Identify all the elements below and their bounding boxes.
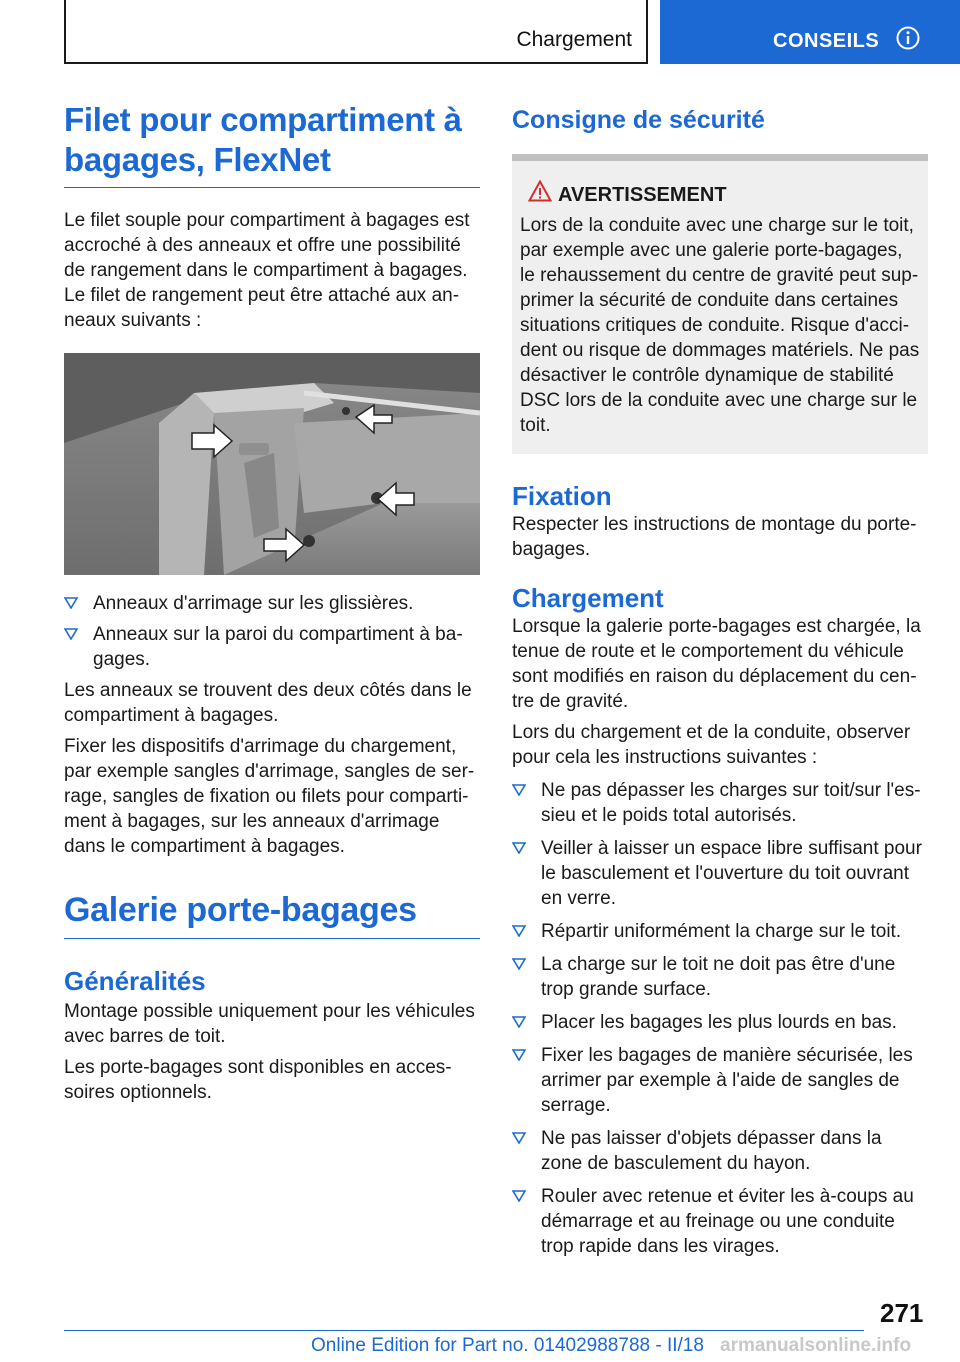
bullet-triangle-icon [512, 1049, 526, 1061]
list-item: Veiller à laisser un espace libre suffisant pour le basculement et l'ouverture du toit ouvrant en verre. [512, 836, 928, 911]
bullet-triangle-icon [512, 842, 526, 854]
list-item: Répartir uniformément la charge sur le toit. [512, 919, 928, 944]
bullet-triangle-icon [64, 628, 78, 640]
subsection-title-loading: Chargement [512, 583, 664, 613]
list-item: Fixer les bagages de manière sécurisée, les arrimer par exemple à l'aide de sangles de serrage. [512, 1043, 928, 1118]
header-tab-conseils[interactable] [660, 0, 960, 64]
list-item: Rouler avec retenue et éviter les à-coups au démarrage et au freinage ou une conduite trop rapide dans les virages. [512, 1184, 928, 1259]
warning-text: Lors de la conduite avec une charge sur le toit, par exemple avec une galerie porte-bagages, le rehaussement du centre de gravité peut sup-primer la sécurité de conduite dans certaines situations critiques de conduite. Risque d'acci-dent ou risque de dommages matériels. Ne pas désactiver le contrôle dynamique de stabilité DSC lors de la conduite avec une charge sur le toit. [520, 215, 920, 436]
general-text-2: Les porte-bagages sont disponibles en acces-soires optionnels. [64, 1057, 452, 1103]
section-title-roof-rack: Galerie porte-bagages [64, 887, 480, 939]
list-item: Placer les bagages les plus lourds en bas. [512, 1010, 928, 1035]
loading-text-1: Lorsque la galerie porte-bagages est chargée, la tenue de route et le comportement du véhicule sont modifiés en raison du déplacement du cen-tre de gravité. [512, 616, 921, 712]
list-item: Ne pas laisser d'objets dépasser dans la zone de basculement du hayon. [512, 1126, 928, 1176]
fixing-instructions-text: Fixer les dispositifs d'arrimage du chargement, par exemple sangles d'arrimage, sangles de ser-rage, sangles de fixation ou filets pour comparti-ment à bagages, sur les anneaux d'arrimage dans le compartiment à bagages. [64, 736, 475, 857]
loading-bullet-list [512, 778, 928, 1259]
left-column [64, 100, 480, 1105]
bullet-triangle-icon [64, 597, 78, 609]
watermark-site: armanualsonline.info [720, 1335, 912, 1356]
warning-title: AVERTISSEMENT [520, 183, 920, 207]
loading-text-2: Lors du chargement et de la conduite, observer pour cela les instructions suivantes : [512, 722, 911, 768]
bullet-triangle-icon [512, 1190, 526, 1202]
right-column [512, 100, 928, 1259]
bullet-triangle-icon [512, 1132, 526, 1144]
header-frame [64, 0, 648, 64]
header-section-title: Chargement [516, 28, 632, 51]
bullet-triangle-icon [512, 958, 526, 970]
warning-box [512, 154, 928, 454]
trunk-photo [64, 353, 480, 575]
flexnet-intro: Le filet souple pour compartiment à bagages est accroché à des anneaux et offre une possibilité de rangement dans le compartiment à bagages. Le filet de rangement peut être attaché aux an-neaux suivants : [64, 210, 470, 331]
footer-edition-text: Online Edition for Part no. 01402988788 - II/18 [311, 1335, 704, 1356]
general-text-1: Montage possible uniquement pour les véhicules avec barres de toit. [64, 1001, 475, 1047]
footer-divider [64, 1330, 864, 1331]
subsection-title-general: Généralités [64, 966, 206, 996]
rings-location-text: Les anneaux se trouvent des deux côtés dans le compartiment à bagages. [64, 680, 472, 726]
bullet-triangle-icon [512, 784, 526, 796]
bullet-triangle-icon [512, 1016, 526, 1028]
subsection-title-fixation: Fixation [512, 481, 612, 511]
list-item: Anneaux d'arrimage sur les glissières. [64, 591, 480, 616]
fixation-text: Respecter les instructions de montage du porte-bagages. [512, 514, 917, 560]
info-icon [896, 26, 920, 50]
list-item: La charge sur le toit ne doit pas être d'une trop grande surface. [512, 952, 928, 1002]
warning-triangle-icon [528, 180, 552, 202]
page-number: 271 [880, 1298, 924, 1328]
section-title-flexnet: Filet pour compartiment à bagages, FlexNet [64, 100, 480, 188]
bullet-triangle-icon [512, 925, 526, 937]
flexnet-bullet-list [64, 591, 480, 672]
header-tab-label: CONSEILS [773, 30, 880, 52]
list-item: Anneaux sur la paroi du compartiment à ba-gages. [64, 622, 480, 672]
section-title-safety: Consigne de sécurité [512, 106, 765, 134]
list-item: Ne pas dépasser les charges sur toit/sur l'es-sieu et le poids total autorisés. [512, 778, 928, 828]
